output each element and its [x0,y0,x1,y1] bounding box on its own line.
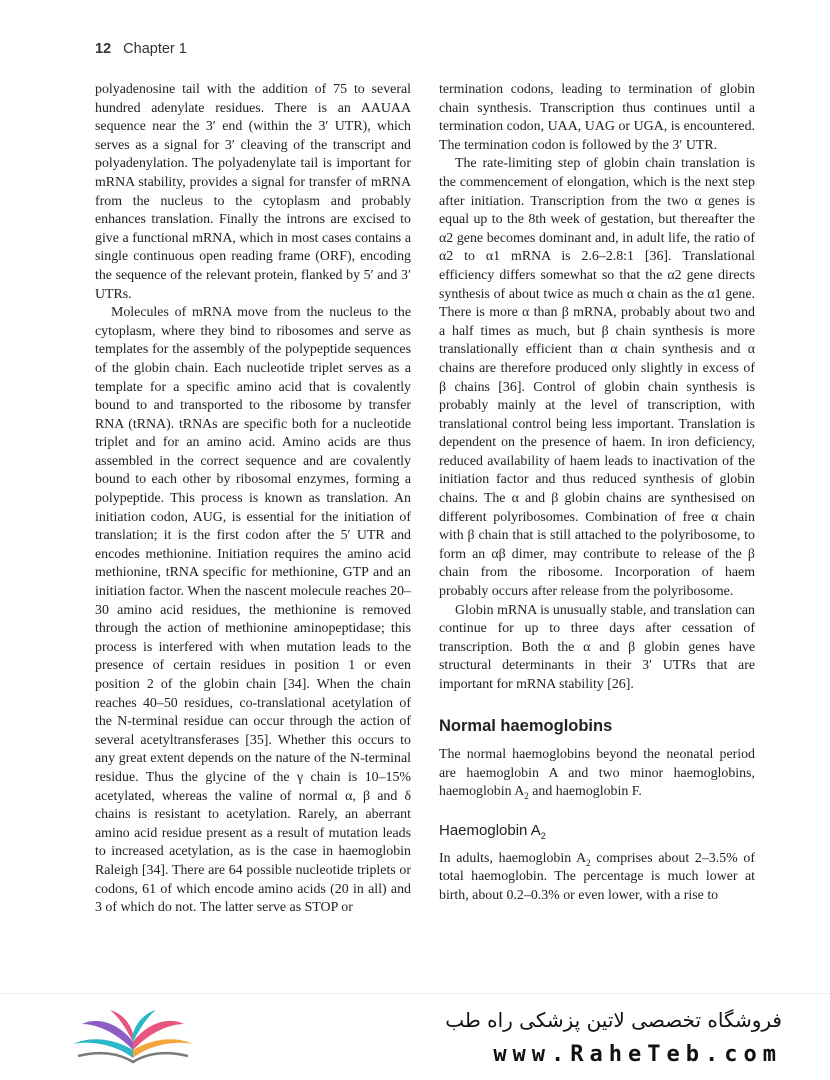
paragraph: The rate-limiting step of globin chain translation is the commencement of elongation, which is the next step after initiation. Transcription from the two α genes is equal up to the 8th week of gestation, but thereafter the α2 gene becomes dominant and, in adult life, the ratio of α2 to α1 mRNA is 2.6–2.8:1 [36]. Translational efficiency differs somewhat so that the α2 gene directs synthesis of about twice as much α chain as the α1 gene. There is more α than β mRNA, probably about two and a half times as much, but β chain synthesis is more translationally efficient than α chain synthesis and α chains are therefore produced only slightly in excess of β chains [36]. Control of globin chain synthesis is probably mainly at the level of transcription, with translational control being less important. Translation is dependent on the presence of haem. In iron deficiency, reduced availability of haem leads to inactivation of the initiation factor and thus reduced synthesis of globin chains. The α and β globin chains are synthesised on different polyribosomes. Combination of free α chain with β chain that is still attached to the polyribosome, to form an αβ dimer, may contribute to release of the β chain from the ribosome. Incorporation of haem probably occurs after release from the polyribosome. [439,156,755,600]
store-name: فروشگاه تخصصی لاتین پزشکی راه طب [445,1008,782,1032]
paragraph [439,850,755,906]
text-run: In adults, haemoglobin A [439,850,587,866]
text-run: The normal haemoglobins beyond the neonatal period are haemoglobin A and two minor haemoglobins, haemoglobin A [439,747,755,800]
watermark-banner [0,993,830,1080]
paragraph: polyadenosine tail with the addition of 75 to several hundred adenylate residues. There is an AAUAA sequence near the 3′ end (within the 3′ UTR), which serves as a signal for 3′ cleaving of the transcript and polyadenylation. The polyadenylate tail is important for mRNA stability, provides a signal for transfer of mRNA from the nucleus to the cytoplasm and probably enhances translation. Finally the introns are excised to give a functional mRNA, which in most cases contains a single continuous open reading frame (ORF), encoding the sequence of the relevant protein, flanked by 5′ and 3′ UTRs. [95,82,411,302]
running-header [95,41,187,57]
page-number: 12 [95,41,112,57]
heading-text: Haemoglobin A [439,821,541,839]
right-column [439,81,755,905]
paragraph: termination codons, leading to termination of globin chain synthesis. Transcription thus continues until a termination codon, UAA, UAG or UGA, is encountered. The termination codon is followed by the 3′ UTR. [439,82,755,153]
store-url: www.RaheTeb.com [493,1042,782,1067]
left-column [95,81,411,918]
paragraph: Molecules of mRNA move from the nucleus to the cytoplasm, where they bind to ribosomes and serve as templates for the assembly of the polypeptide sequences of the globin chain. Each nucleotide triplet serves as a template for a specific amino acid that is covalently bound to and transported to the ribosome by transfer RNA (tRNA). tRNAs are specific both for a nucleotide triplet and for an amino acid. Amino acids are thus assembled in the correct sequence and are covalently bound to each other by ribosomal enzymes, forming a polypeptide. This process is known as translation. An initiation codon, AUG, is essential for the initiation of translation; it is the first codon after the 5′ UTR and encodes methionine. Initiation requires the amino acid methionine, tRNA specific for methionine, GTP and an initiation factor. When the nascent molecule reaches 20–30 amino acid residues, the methionine is removed through the action of methionine aminopeptidase; this process is interfered with when mutation leads to the presence of certain residues in position 1 or even position 2 of the globin chain [34]. When the chain reaches 40–50 residues, co-translational acetylation of the N-terminal residue can occur through the action of several acetyltransferases [35]. Whether this occurs to any great extent depends on the nature of the N-terminal residue. Thus the glycine of the γ chain is 10–15% acetylated, whereas the valine of normal α, β and δ chains is resistant to acetylation. Rarely, an aberrant amino acid residue present as a result of mutation leads to increased acetylation, as is the case in haemoglobin Raleigh [34]. There are 64 possible nucleotide triplets or codons, 61 of which encode amino acids (20 in all) and 3 of which do not. The latter serve as STOP or [95,305,411,916]
text-run: and haemoglobin F. [528,784,642,800]
paragraph [439,746,755,802]
subscript: 2 [524,791,529,802]
subsection-heading [439,822,755,841]
paragraph: Globin mRNA is unusually stable, and translation can continue for up to three days after cessation of transcription. Both the α and β globin genes have structural determinants in their 3′ UTRs that are important for mRNA stability [26]. [439,602,755,692]
open-book-logo-icon [68,1006,198,1068]
section-heading: Normal haemoglobins [439,716,613,735]
text-run: comprises about 2–3.5% of total haemoglobin. The percentage is much lower at birth, about 0.2–0.3% or even lower, with a rise to [439,850,755,903]
chapter-label: Chapter 1 [123,41,187,57]
subscript: 2 [540,830,546,841]
subscript: 2 [586,857,591,868]
